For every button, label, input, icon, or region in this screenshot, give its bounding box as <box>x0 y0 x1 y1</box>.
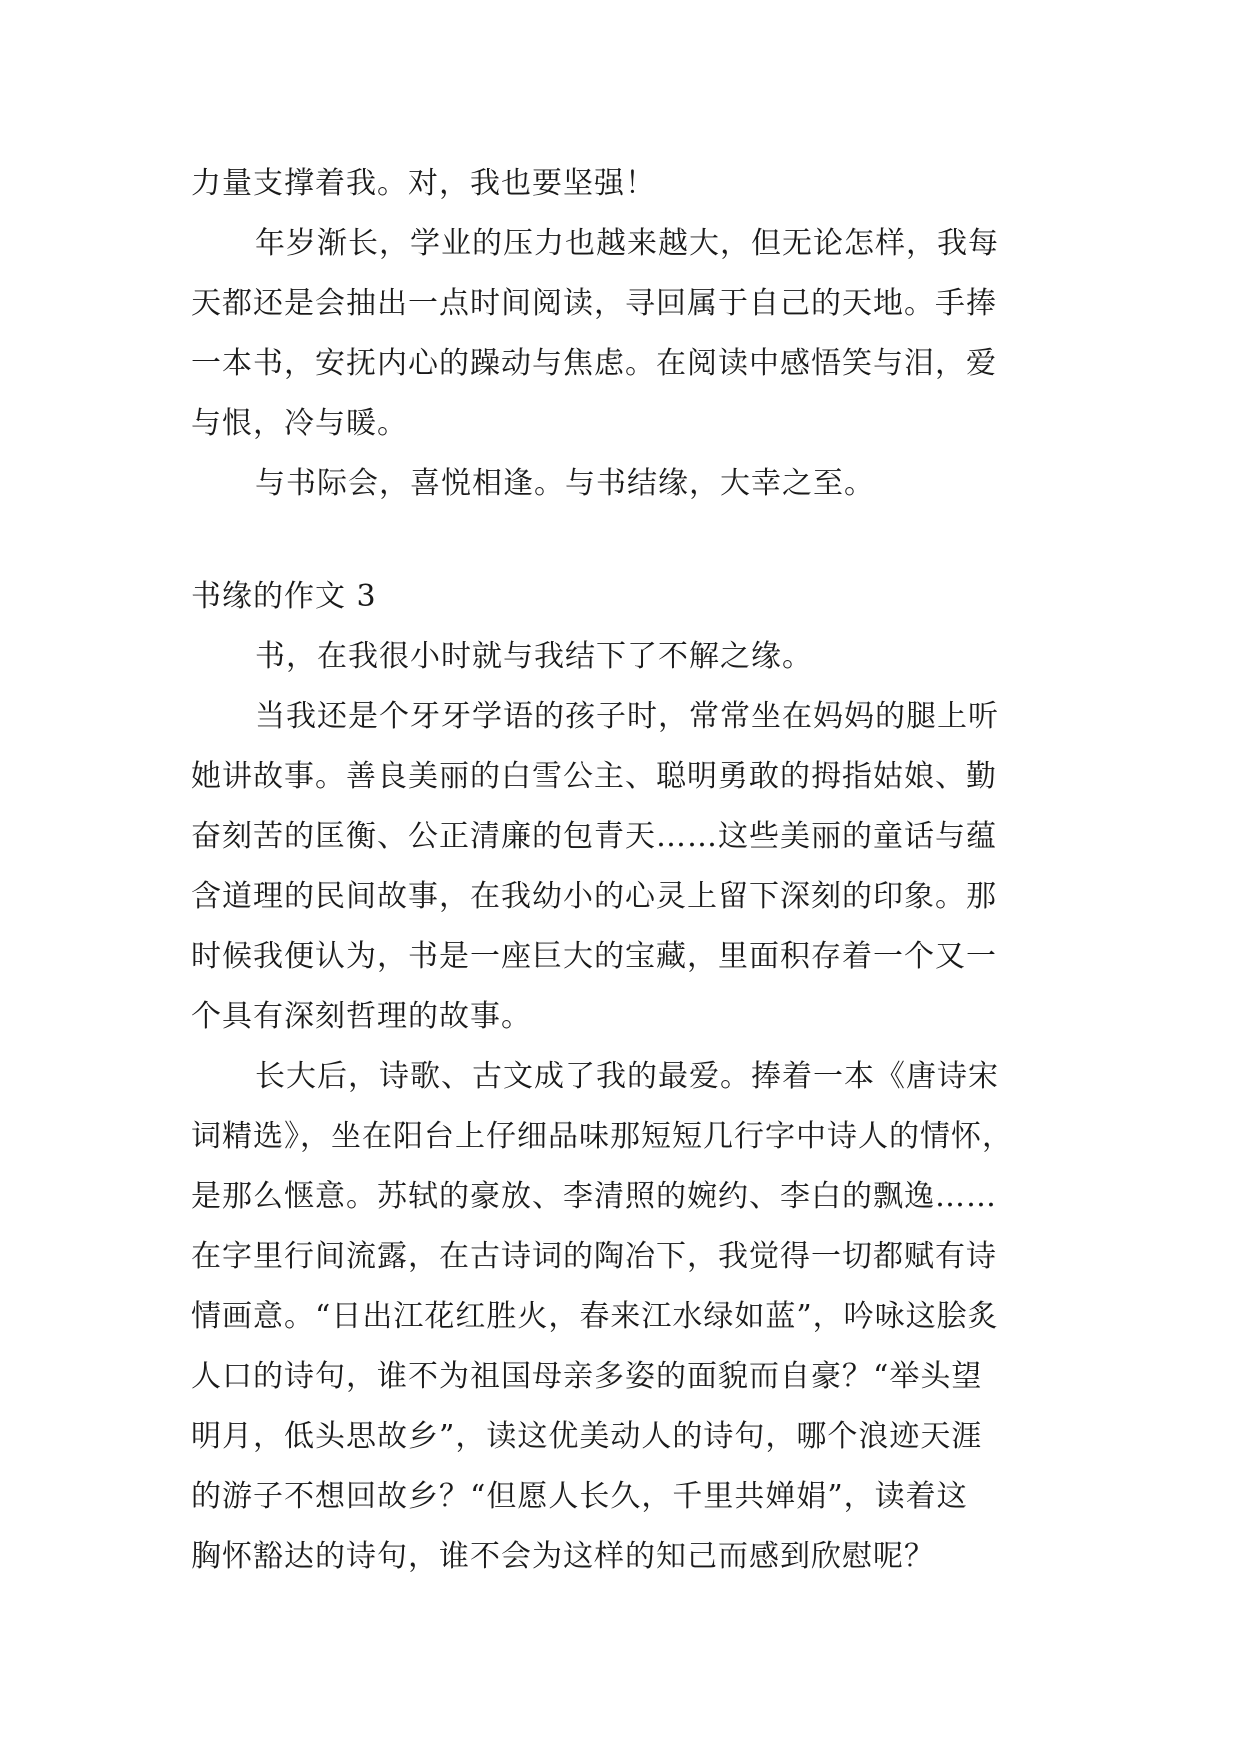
section-heading: 书缘的作文 3 <box>191 579 377 614</box>
paragraph-start-line: 与书际会，喜悦相逢。与书结缘，大幸之至。 <box>255 466 875 501</box>
paragraph-start-line: 长大后，诗歌、古文成了我的最爱。捧着一本《唐诗宋 <box>255 1059 999 1094</box>
text-line-11: 奋刻苦的匡衡、公正清廉的包青天……这些美丽的童话与蕴 <box>191 819 997 854</box>
text-line-19: 情画意。“日出江花红胜火，春来江水绿如蓝”，吟咏这脍炙 <box>191 1299 999 1334</box>
text-line-12: 含道理的民间故事，在我幼小的心灵上留下深刻的印象。那 <box>191 879 997 914</box>
paragraph-start-line: 当我还是个牙牙学语的孩子时，常常坐在妈妈的腿上听 <box>255 699 999 734</box>
paragraph-start-line: 年岁渐长，学业的压力也越来越大，但无论怎样，我每 <box>255 226 999 261</box>
text-line-22: 的游子不想回故乡？“但愿人长久，千里共婵娟”，读着这 <box>191 1479 968 1514</box>
text-line-10: 她讲故事。善良美丽的白雪公主、聪明勇敢的拇指姑娘、勤 <box>191 759 997 794</box>
text-line-20: 人口的诗句，谁不为祖国母亲多姿的面貌而自豪？“举头望 <box>191 1359 983 1394</box>
text-line-14: 个具有深刻哲理的故事。 <box>191 999 532 1034</box>
text-line-21: 明月，低头思故乡”，读这优美动人的诗句，哪个浪迹天涯 <box>191 1419 983 1454</box>
paragraph-start-line: 书，在我很小时就与我结下了不解之缘。 <box>255 639 813 674</box>
text-line-23: 胸怀豁达的诗句，谁不会为这样的知己而感到欣慰呢？ <box>191 1539 935 1574</box>
text-line-1: 力量支撑着我。对，我也要坚强！ <box>191 166 656 201</box>
text-line-17: 是那么惬意。苏轼的豪放、李清照的婉约、李白的飘逸…… <box>191 1179 997 1214</box>
text-line-5: 与恨，冷与暖。 <box>191 406 408 441</box>
text-line-13: 时候我便认为，书是一座巨大的宝藏，里面积存着一个又一 <box>191 939 997 974</box>
text-line-4: 一本书，安抚内心的躁动与焦虑。在阅读中感悟笑与泪，爱 <box>191 346 997 381</box>
text-line-3: 天都还是会抽出一点时间阅读，寻回属于自己的天地。手捧 <box>191 286 997 321</box>
text-line-18: 在字里行间流露，在古诗词的陶冶下，我觉得一切都赋有诗 <box>191 1239 997 1274</box>
text-line-16: 词精选》，坐在阳台上仔细品味那短短几行字中诗人的情怀， <box>191 1119 1013 1154</box>
